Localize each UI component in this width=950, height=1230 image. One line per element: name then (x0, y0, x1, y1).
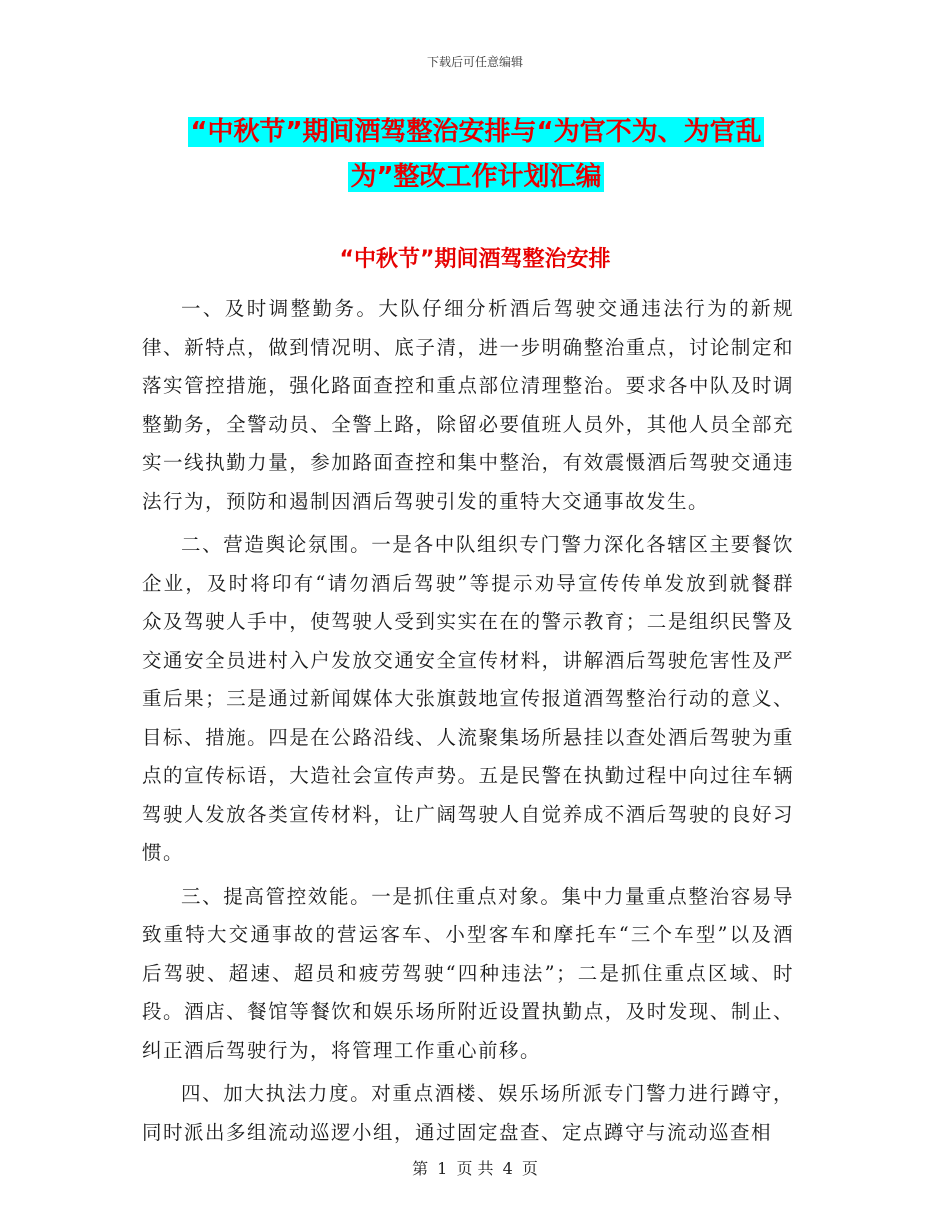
title-line-2: 为”整改工作计划汇编 (350, 162, 602, 192)
page-footer (0, 1156, 950, 1179)
footer-prefix: 第 (412, 1159, 429, 1178)
page-header: 下载后可任意编辑 (426, 55, 523, 69)
paragraph-2: 二、营造舆论氛围。一是各中队组织专门警力深化各辖区主要餐饮企业，及时将印有“请勿酒后驾驶”等提示劝导宣传传单发放到就餐群众及驾驶人手中，使驾驶人受到实实在在的警示教育；二是组织民警及交通安全员进村入户发放交通安全宣传材料，讲解酒后驾驶危害性及严重后果；三是通过新闻媒体大张旗鼓地宣传报道酒驾整治行动的意义、目标、措施。四是在公路沿线、人流聚集场所悬挂以查处酒后驾驶为重点的宣传标语，大造社会宣传声势。五是民警在执勤过程中向过往车辆驾驶人发放各类宣传材料，让广阔驾驶人自觉养成不酒后驾驶的良好习惯。 (142, 533, 794, 864)
footer-suffix: 页 (521, 1159, 538, 1178)
footer-mid: 页 共 (456, 1159, 494, 1178)
document-title (140, 110, 812, 200)
footer-total-pages: 4 (502, 1159, 513, 1178)
document-body (142, 290, 794, 1157)
section-title: “中秋节”期间酒驾整治安排 (339, 247, 611, 272)
paragraph-1: 一、及时调整勤务。大队仔细分析酒后驾驶交通违法行为的新规律、新特点，做到情况明、底子清，进一步明确整治重点，讨论制定和落实管控措施，强化路面查控和重点部位清理整治。要求各中队及时调整勤务，全警动员、全警上路，除留必要值班人员外，其他人员全部充实一线执勤力量，参加路面查控和集中整治，有效震慑酒后驾驶交通违法行为，预防和遏制因酒后驾驶引发的重特大交通事故发生。 (142, 297, 794, 513)
title-line-1: “中秋节”期间酒驾整治安排与“为官不为、为官乱 (190, 117, 762, 147)
paragraph-3: 三、提高管控效能。一是抓住重点对象。集中力量重点整治容易导致重特大交通事故的营运客车、小型客车和摩托车“三个车型”以及酒后驾驶、超速、超员和疲劳驾驶“四种违法”；二是抓住重点区域、时段。酒店、餐馆等餐饮和娱乐场所附近设置执勤点，及时发现、制止、纠正酒后驾驶行为，将管理工作重心前移。 (142, 884, 794, 1062)
footer-page-number: 1 (437, 1159, 448, 1178)
paragraph-4: 四、加大执法力度。对重点酒楼、娱乐场所派专门警力进行蹲守，同时派出多组流动巡逻小组，通过固定盘查、定点蹲守与流动巡查相 (142, 1082, 794, 1144)
